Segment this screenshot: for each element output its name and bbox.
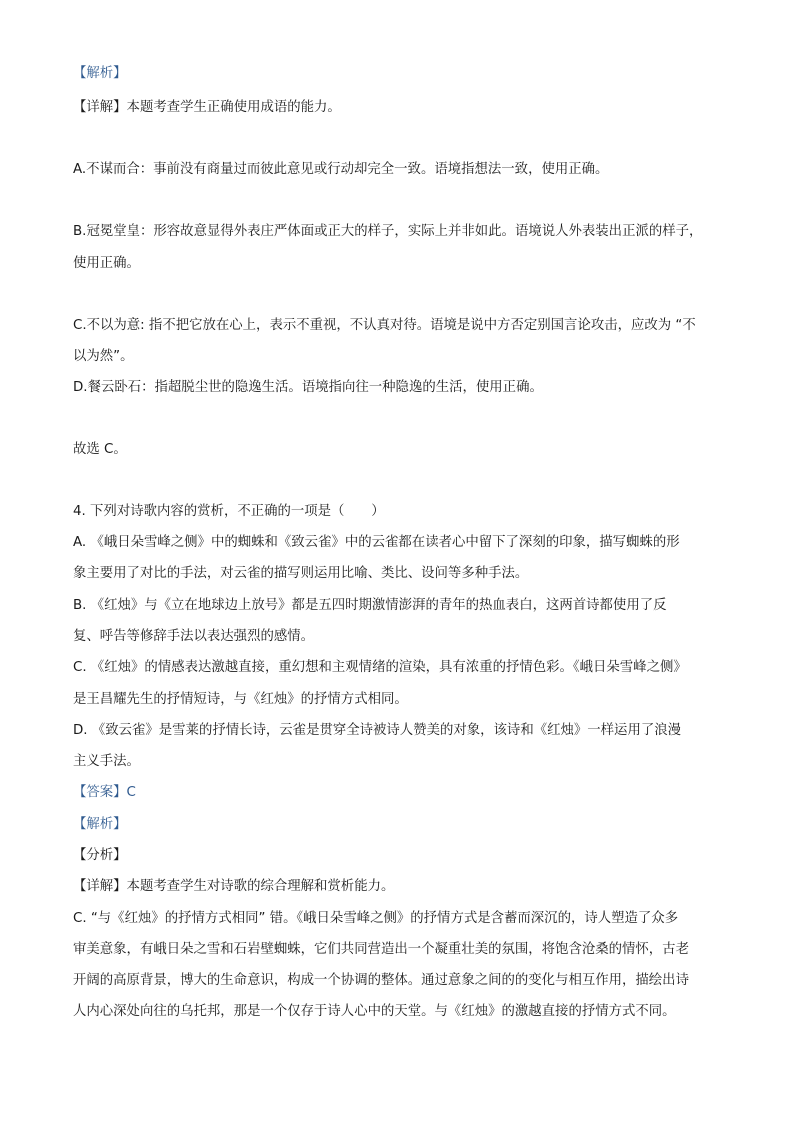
q4-option-a-line1: A. 《峨日朵雪峰之侧》中的蜘蛛和《致云雀》中的云雀都在读者心中留下了深刻的印象，描写蜘蛛的形	[73, 535, 680, 550]
option-c-explanation-line1: C.不以为意: 指不把它放在心上，表示不重视，不认真对待。语境是说中方否定别国言论攻击，应改为 “不	[73, 318, 696, 333]
explanation-line4: 人内心深处向往的乌托邦，那是一个仅存于诗人心中的天堂。与《红烛》的激越直接的抒情方式不同。	[73, 1004, 676, 1019]
detail-intro: 【详解】本题考查学生正确使用成语的能力。	[73, 100, 341, 115]
analysis-heading-2: 【解析】	[73, 817, 127, 832]
q4-option-b-line2: 复、呼告等修辞手法以表达强烈的感情。	[73, 629, 315, 644]
explanation-line2: 审美意象，有峨日朵之雪和石岩壁蜘蛛，它们共同营造出一个凝重壮美的氛围，将饱含沧桑的情怀，古老	[73, 942, 689, 957]
option-b-explanation-line1: B.冠冕堂皇：形容故意显得外表庄严体面或正大的样子，实际上并非如此。语境说人外表装出正派的样子，	[73, 224, 703, 239]
q4-option-c-line2: 是王昌耀先生的抒情短诗，与《红烛》的抒情方式相同。	[73, 692, 408, 707]
analysis-heading: 【解析】	[73, 66, 127, 81]
q4-option-b-line1: B. 《红烛》与《立在地球边上放号》都是五四时期激情澎湃的青年的热血表白，这两首诗都使用了反	[73, 598, 667, 613]
explanation-line1: C. “与《红烛》的抒情方式相同” 错。《峨日朵雪峰之侧》的抒情方式是含蓄而深沉的，诗人塑造了众多	[73, 911, 679, 926]
explanation-line3: 开阔的高原背景，博大的生命意识，构成一个协调的整体。通过意象之间的的变化与相互作用，描绘出诗	[73, 973, 689, 988]
q4-option-d-line1: D. 《致云雀》是雪莱的抒情长诗，云雀是贯穿全诗被诗人赞美的对象，该诗和《红烛》一样运用了浪漫	[73, 723, 682, 738]
q4-option-d-line2: 主义手法。	[73, 754, 140, 769]
question-4-stem: 4. 下列对诗歌内容的赏析，不正确的一项是（ ）	[73, 504, 385, 519]
option-d-explanation: D.餐云卧石：指超脱尘世的隐逸生活。语境指向往一种隐逸的生活，使用正确。	[73, 380, 543, 395]
analysis-subheading: 【分析】	[73, 848, 127, 863]
conclusion-text: 故选 C。	[73, 442, 127, 457]
q4-option-c-line1: C. 《红烛》的情感表达激越直接，重幻想和主观情绪的渲染，具有浓重的抒情色彩。《峨日朵雪峰之侧》	[73, 660, 687, 675]
option-c-explanation-line2: 以为然”。	[73, 349, 134, 364]
answer-label: 【答案】C	[73, 785, 136, 800]
option-b-explanation-line2: 使用正确。	[73, 256, 140, 271]
detail-intro-2: 【详解】本题考查学生对诗歌的综合理解和赏析能力。	[73, 879, 395, 894]
q4-option-a-line2: 象主要用了对比的手法，对云雀的描写则运用比喻、类比、设问等多种手法。	[73, 566, 529, 581]
option-a-explanation: A.不谋而合：事前没有商量过而彼此意见或行动却完全一致。语境指想法一致，使用正确。	[73, 162, 609, 177]
